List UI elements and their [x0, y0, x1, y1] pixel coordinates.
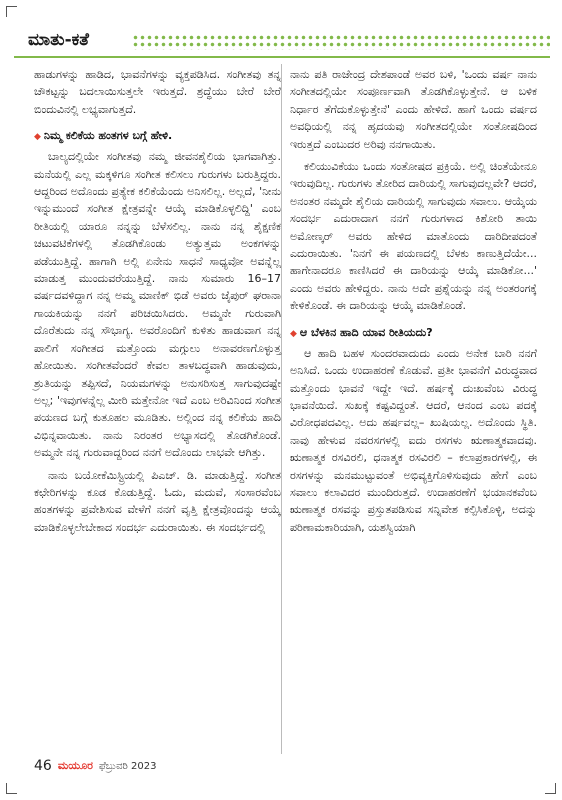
crop-mark-top-left: [6, 6, 17, 17]
paragraph: ಹಾಡುಗಳನ್ನು ಹಾಡಿದ, ಭಾವನೆಗಳನ್ನು ವ್ಯಕ್ತಪಡಿಸಿದ. ಸಂಗೀತವು ತನ್ನ ಚೌಕಟ್ಟನ್ನು ಬದಲಾಯಿಸುತ್ತಲೇ ಇರುತ್ತದೆ. ಶ್ರದ್ಧೆಯು ಬೇರೆ ಬೇರೆ ಬಿಂದುವಿನಲ್ಲಿ ಲಭ್ಯವಾಗುತ್ತದೆ.: [34, 68, 281, 116]
question-text: ಆ ಬೆಳಕಿನ ಹಾದಿ ಯಾವ ರೀತಿಯದು?: [299, 325, 433, 339]
page-footer: [34, 758, 156, 774]
diamond-icon: ◆: [34, 132, 41, 143]
column-divider: [281, 64, 282, 754]
right-column: [290, 66, 537, 541]
question-heading: [290, 324, 537, 343]
header-rule: [14, 56, 550, 58]
paragraph: ಬಾಲ್ಯದಲ್ಲಿಯೇ ಸಂಗೀತವು ನಮ್ಮ ಜೀವನಶೈಲಿಯ ಭಾಗವಾಗಿತ್ತು. ಮನೆಯಲ್ಲಿ ಎಲ್ಲ ಮಕ್ಕಳಿಗೂ ಸಂಗೀತ ಕಲಿಸಲು ಗುರುಗಳು ಬರುತ್ತಿದ್ದರು. ಆದ್ದರಿಂದ ಅದೊಂದು ಪ್ರತ್ಯೇಕ ಕಲಿಕೆಯೆಂದು ಅನಿಸಲಿಲ್ಲ. ಅಲ್ಲದೆ, 'ನೀನು ಇನ್ನುಮುಂದೆ ಸಂಗೀತ ಕ್ಷೇತ್ರವನ್ನೇ ಆಯ್ಕೆ ಮಾಡಿಕೊಳ್ಳಲಿದ್ದಿ' ಎಂಬ ರೀತಿಯಲ್ಲಿ ಯಾರೂ ನನ್ನನ್ನು ಬೆಳೆಸಲಿಲ್ಲ. ನಾನು ನನ್ನ ಶೈಕ್ಷಣಿಕ ಚಟುವಟಿಕೆಗಳಲ್ಲಿ ತೊಡಗಿಕೊಂಡು ಅತ್ಯುತ್ತಮ ಅಂಕಗಳನ್ನು ಪಡೆಯುತ್ತಿದ್ದೆ. ಹಾಗಾಗಿ ಅಲ್ಲಿ ಏನೇನು ಸಾಧನೆ ಸಾಧ್ಯವೋ ಅವನ್ನೆಲ್ಲ ಮಾಡುತ್ತ ಮುಂದುವರೆಯುತ್ತಿದ್ದೆ. ನಾನು ಸುಮಾರು 16–17 ವರ್ಷದವಳಿದ್ದಾಗ ನನ್ನ ಅಮ್ಮ ಮಾಣಿಕ್ ಭಿಡೆ ಅವರು ಜೈಪುರ್ ಘರಾನಾ ಗಾಯಕಿಯನ್ನು ನನಗೆ ಪರಿಚಯಿಸಿದರು. ಅಮ್ಮನೇ ಗುರುವಾಗಿ ದೊರೆತುದು ನನ್ನ ಸೌಭಾಗ್ಯ. ಅವರೊಂದಿಗೆ ಕುಳಿತು ಹಾಡುವಾಗ ನನ್ನ ಪಾಲಿಗೆ ಸಂಗೀತದ ಮತ್ತೊಂದು ಮಗ್ಗುಲು ಅನಾವರಣಗೊಳ್ಳುತ್ತ ಹೋಯಿತು. ಸಂಗೀತವೆಂದರೆ ಕೇವಲ ತಾಳಬದ್ಧವಾಗಿ ಹಾಡುವುದು, ಶ್ರುತಿಯನ್ನು ತಪ್ಪಿಸದೆ, ನಿಯಮಗಳನ್ನು ಅನುಸರಿಸುತ್ತ ಸಾಗುವುದಷ್ಟೇ ಅಲ್ಲ; 'ಇವುಗಳನ್ನೆಲ್ಲ ಮೀರಿ ಮತ್ತೇನೋ ಇದೆ ಎಂಬ ಅರಿವಿನಿಂದ ಸಂಗೀತ ಪಯಣದ ಬಗ್ಗೆ ಕುತೂಹಲ ಮೂಡಿತು. ಅಲ್ಲಿಂದ ನನ್ನ ಕಲಿಕೆಯ ಹಾದಿ ವಿಭಿನ್ನವಾಯಿತು. ನಾನು ನಿರಂತರ ಅಭ್ಯಾಸದಲ್ಲಿ ತೊಡಗಿಕೊಂಡೆ. ಅಮ್ಮನೇ ನನ್ನ ಗುರುವಾದ್ದರಿಂದ ನನಗೆ ಅದೊಂದು ಲಾಭವೇ ಆಗಿತ್ತು.: [34, 150, 281, 460]
section-title: ಮಾತು-ಕತೆ: [28, 30, 89, 50]
question-text: ನಿಮ್ಮ ಕಲಿಕೆಯ ಹಂತಗಳ ಬಗ್ಗೆ ಹೇಳಿ.: [43, 129, 173, 143]
left-column: [34, 66, 281, 541]
issue-date: ಫೆಬ್ರುವರಿ 2023: [98, 760, 157, 772]
section-header: [14, 28, 550, 64]
paragraph: ಆ ಹಾದಿ ಬಹಳ ಸುಂದರವಾದುದು ಎಂದು ಅನೇಕ ಬಾರಿ ನನಗೆ ಅನಿಸಿದೆ. ಒಂದು ಉದಾಹರಣೆ ಕೊಡುವೆ. ಪ್ರತೀ ಭಾವನೆಗೆ ವಿರುದ್ಧವಾದ ಮತ್ತೊಂದು ಭಾವನೆ ಇದ್ದೇ ಇದೆ. ಹರ್ಷಕ್ಕೆ ದುಃಖವೆಂಬ ವಿರುದ್ಧ ಭಾವನೆಯಿದೆ. ಸುಖಕ್ಕೆ ಕಷ್ಟವಿದ್ದಂತೆ. ಆದರೆ, ಆನಂದ ಎಂಬ ಪದಕ್ಕೆ ವಿರೋಧಪದವಿಲ್ಲ. ಅದು ಹರ್ಷವಲ್ಲ– ಖುಷಿಯಲ್ಲ. ಅದೊಂದು ಸ್ಥಿತಿ. ನಾವು ಹೇಳುವ ನವರಸಗಳಲ್ಲಿ ಐದು ರಸಗಳು ಋಣಾತ್ಮಕವಾದವು. ಋಣಾತ್ಮಕ ರಸವಿರಲಿ, ಧನಾತ್ಮಕ ರಸವಿರಲಿ – ಕಲಾಪ್ರಕಾರಗಳಲ್ಲಿ, ಈ ರಸಗಳನ್ನು ಮನಮುಟ್ಟುವಂತೆ ಅಭಿವ್ಯಕ್ತಿಗೊಳಿಸುವುದು ಹೇಗೆ ಎಂಬ ಸವಾಲು ಕಲಾವಿದರ ಮುಂದಿರುತ್ತದೆ. ಉದಾಹರಣೆಗೆ ಭಯಾನಕವೆಂಬ ಋಣಾತ್ಮಕ ರಸವನ್ನು ಪ್ರಸ್ತುತಪಡಿಸುವ ಸನ್ನಿವೇಶ ಕಲ್ಪಿಸಿಕೊಳ್ಳಿ, ಅದನ್ನು ಪರಿಣಾಮಕಾರಿಯಾಗಿ, ಯಶಸ್ವಿಯಾಗಿ: [290, 346, 537, 534]
diamond-icon: ◆: [290, 328, 297, 339]
crop-mark-bottom-left: [6, 783, 17, 794]
page-number: 46: [34, 758, 52, 774]
header-dot-pattern: [132, 34, 550, 50]
paragraph: ನಾನು ಬಯೋಕೆಮಿಸ್ಟ್ರಿಯಲ್ಲಿ ಪಿಎಚ್. ಡಿ. ಮಾಡುತ್ತಿದ್ದೆ. ಸಂಗೀತ ಕಛೇರಿಗಳನ್ನು ಕೂಡ ಕೊಡುತ್ತಿದ್ದೆ. ಓದು, ಮದುವೆ, ಸಂಸಾರವೆಂಬ ಹಂತಗಳನ್ನು ಪ್ರವೇಶಿಸುವ ವೇಳೆಗೆ ನನಗೆ ವೃತ್ತಿ ಕ್ಷೇತ್ರವೊಂದನ್ನು ಆಯ್ಕೆ ಮಾಡಿಕೊಳ್ಳಲೇಬೇಕಾದ ಸಂದರ್ಭ ಎದುರಾಯಿತು. ಈ ಸಂದರ್ಭದಲ್ಲಿ: [34, 468, 281, 534]
paragraph: ನಾನು ಪತಿ ರಾಜೇಂದ್ರ ದೇಶಪಾಂಡೆ ಅವರ ಬಳಿ, 'ಒಂದು ವರ್ಷ ನಾನು ಸಂಗೀತದಲ್ಲಿಯೇ ಸಂಪೂರ್ಣವಾಗಿ ತೊಡಗಿಕೊಳ್ಳುತ್ತೇನೆ. ಆ ಬಳಿಕ ನಿರ್ಧಾರ ತೆಗೆದುಕೊಳ್ಳುತ್ತೇನೆ' ಎಂದು ಹೇಳಿದೆ. ಹಾಗೆ ಒಂದು ವರ್ಷದ ಅವಧಿಯಲ್ಲಿ ನನ್ನ ಹೃದಯವು ಸಂಗೀತದಲ್ಲಿಯೇ ಸಂತೋಷದಿಂದ ಇರುತ್ತದೆ ಎಂಬುದರ ಅರಿವು ನನಗಾಯಿತು.: [290, 68, 537, 151]
crop-mark-bottom-right: [545, 783, 556, 794]
paragraph: ಕಲಿಯುವಿಕೆಯು ಒಂದು ಸಂತೋಷದ ಪ್ರಕ್ರಿಯೆ. ಅಲ್ಲಿ ಚಿಂತೆಯೇನೂ ಇರುವುದಿಲ್ಲ. ಗುರುಗಳು ತೋರಿದ ದಾರಿಯಲ್ಲಿ ಸಾಗುವುದಲ್ಲವೇ? ಆದರೆ, ಅನಂತರ ನಮ್ಮದೇ ಶೈಲಿಯ ದಾರಿಯಲ್ಲಿ ಸಾಗುವುದು ಸವಾಲು. ಆಯ್ಕೆಯ ಸಂದರ್ಭ ಎದುರಾದಾಗ ನನಗೆ ಗುರುಗಳಾದ ಕಿಶೋರಿ ತಾಯಿ ಅಮೋಣ್ಕರ್ ಅವರು ಹೇಳಿದ ಮಾತೊಂದು ದಾರಿದೀಪದಂತೆ ಎದುರಾಯಿತು. 'ನಿನಗೆ ಈ ಪಯಣದಲ್ಲಿ ಬೆಳಕು ಕಾಣುತ್ತಿದೆಯೇ... ಹಾಗೇನಾದರೂ ಕಾಣಿಸಿದರೆ ಈ ದಾರಿಯನ್ನು ಆಯ್ಕೆ ಮಾಡಿಕೋ...' ಎಂದು ಅವರು ಹೇಳಿದ್ದರು. ನಾನು ಅದೇ ಪ್ರಶ್ನೆಯನ್ನು ನನ್ನ ಅಂತರಂಗಕ್ಕೆ ಕೇಳಿಕೊಂಡೆ. ಈ ದಾರಿಯನ್ನು ಆಯ್ಕೆ ಮಾಡಿಕೊಂಡೆ.: [290, 160, 537, 313]
magazine-logo: ಮಯೂರ: [57, 759, 93, 772]
question-heading: [34, 127, 281, 146]
